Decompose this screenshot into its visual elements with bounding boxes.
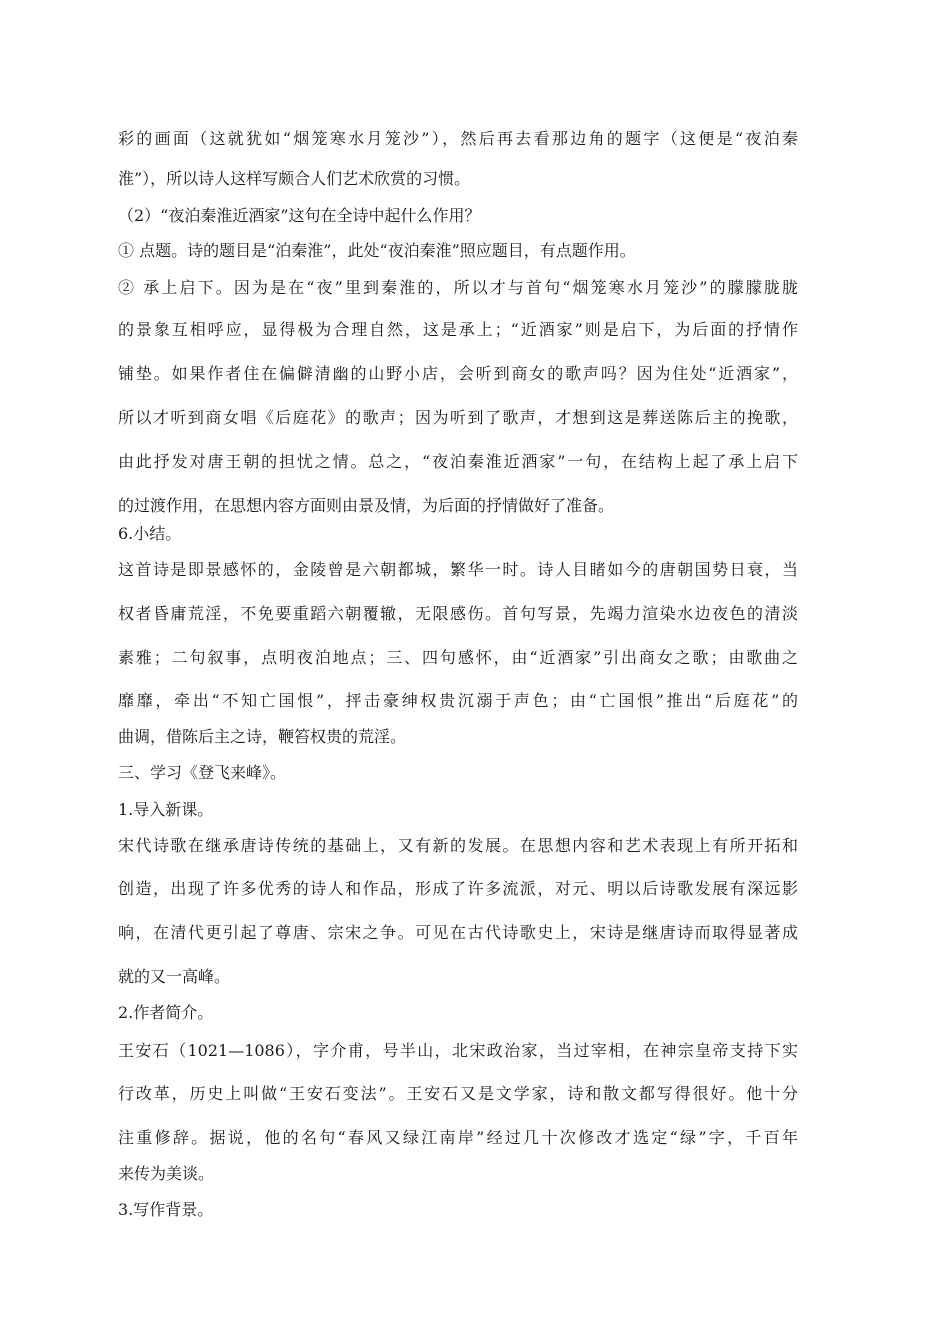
text-line: 的过渡作用，在思想内容方面则由景及情，为后面的抒情做好了准备。 [118,496,615,515]
answer-point: ② 承上启下。因为是在“夜”里到秦淮的，所以才与首句“烟笼寒水月笼沙”的朦朦胧胧 [118,278,798,297]
text-line: 淮”），所以诗人这样写颇合人们艺术欣赏的习惯。 [118,169,471,188]
text-line: 所以才听到商女唱《后庭花》的歌声；因为听到了歌声，才想到这是葬送陈后主的挽歌， [118,408,798,427]
text-line: 宋代诗歌在继承唐诗传统的基础上，又有新的发展。在思想内容和艺术表现上有所开拓和 [118,836,798,855]
section-heading: 2.作者简介。 [118,1003,214,1022]
section-heading: 3.写作背景。 [118,1200,214,1219]
text-line: 就的又一高峰。 [118,967,231,986]
text-line: 创造，出现了许多优秀的诗人和作品，形成了许多流派，对元、明以后诗歌发展有深远影 [118,879,798,898]
text-line: 王安石（1021—1086），字介甫，号半山，北宋政治家，当过宰相，在神宗皇帝支持下实 [118,1041,798,1060]
text-line: 注重修辞。据说，他的名句“春风又绿江南岸”经过几十次修改才选定“绿”字，千百年 [118,1128,798,1147]
text-line: 由此抒发对唐王朝的担忧之情。总之，“夜泊秦淮近酒家”一句，在结构上起了承上启下 [118,452,798,471]
question-heading: （2）“夜泊秦淮近酒家”这句在全诗中起什么作用？ [118,206,481,225]
text-line: 彩的画面（这就犹如“烟笼寒水月笼沙”），然后再去看那边角的题字（这便是“夜泊秦 [118,129,798,148]
text-line: 权者昏庸荒淫，不免要重蹈六朝覆辙，无限感伤。首句写景，先竭力渲染水边夜色的清淡 [118,604,798,623]
section-heading: 三、学习《登飞来峰》。 [118,763,287,782]
text-line: 靡靡，牵出“不知亡国恨”，抨击豪绅权贵沉溺于声色；由“亡国恨”推出“后庭花”的 [118,691,798,710]
text-line: 铺垫。如果作者住在偏僻清幽的山野小店，会听到商女的歌声吗？因为住处“近酒家”， [118,364,798,383]
text-line: 行改革，历史上叫做“王安石变法”。王安石又是文学家，诗和散文都写得很好。他十分 [118,1084,798,1103]
text-line: 的景象互相呼应，显得极为合理自然，这是承上；“近酒家”则是启下，为后面的抒情作 [118,320,798,339]
answer-point: ① 点题。诗的题目是“泊秦淮”，此处“夜泊秦淮”照应题目，有点题作用。 [118,241,636,260]
section-heading: 6.小结。 [118,524,182,543]
text-line: 来传为美谈。 [118,1164,215,1183]
text-line: 素雅；二句叙事，点明夜泊地点；三、四句感怀，由“近酒家”引出商女之歌；由歌曲之 [118,648,798,667]
section-heading: 1.导入新课。 [118,800,214,819]
text-line: 曲调，借陈后主之诗，鞭笞权贵的荒淫。 [118,727,407,746]
text-line: 这首诗是即景感怀的，金陵曾是六朝都城，繁华一时。诗人目睹如今的唐朝国势日衰，当 [118,560,798,579]
text-line: 响，在清代更引起了尊唐、宗宋之争。可见在古代诗歌史上，宋诗是继唐诗而取得显著成 [118,923,798,942]
